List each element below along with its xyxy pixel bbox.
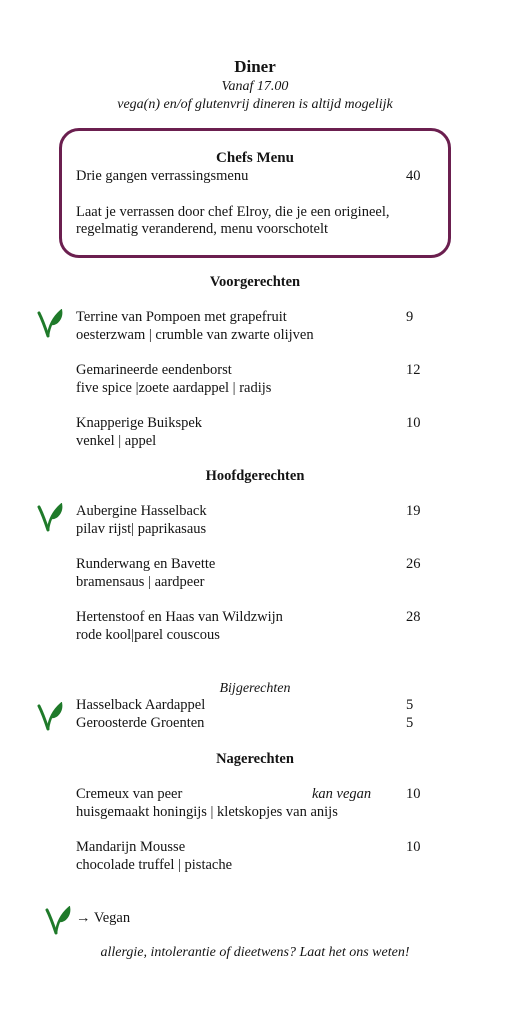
section-title-voorgerechten: Voorgerechten [209, 274, 301, 290]
dish-description: pilav rijst| paprikasaus [76, 521, 207, 537]
dish-price: 10 [406, 839, 421, 855]
dish-name: Terrine van Pompoen met grapefruit [76, 309, 287, 325]
dish-name: Runderwang en Bavette [76, 556, 216, 572]
side-dish-price: 5 [406, 715, 414, 731]
chefs-menu-description: regelmatig veranderend, menu voorschotelt [76, 221, 329, 237]
dish-description: venkel | appel [76, 433, 157, 449]
dish-name: Hertenstoof en Haas van Wildzwijn [76, 609, 283, 625]
section-title-hoofdgerechten: Hoofdgerechten [205, 468, 305, 484]
dish-price: 26 [406, 556, 421, 572]
vegan-leaf-icon [36, 309, 64, 339]
dish-description: bramensaus | aardpeer [76, 574, 205, 590]
vegan-leaf-icon [44, 906, 72, 936]
serving-time: Vanaf 17.00 [221, 79, 289, 94]
allergy-note: allergie, intolerantie of dieetwens? Laat het ons weten! [100, 945, 410, 960]
dish-price: 10 [406, 415, 421, 431]
side-dish-name: Hasselback Aardappel [76, 697, 206, 713]
chefs-menu-price: 40 [406, 168, 421, 184]
dish-description: chocolade truffel | pistache [76, 857, 233, 873]
dish-name: Cremeux van peer [76, 786, 183, 802]
dish-name: Knapperige Buikspek [76, 415, 203, 431]
chefs-menu-box [59, 128, 451, 258]
vegan-leaf-icon [36, 702, 64, 732]
vegan-legend-label: → Vegan [76, 910, 131, 926]
dish-description: rode kool|parel couscous [76, 627, 220, 643]
side-dish-price: 5 [406, 697, 414, 713]
dish-price: 12 [406, 362, 421, 378]
dish-description: five spice |zoete aardappel | radijs [76, 380, 272, 396]
dish-name: Mandarijn Mousse [76, 839, 186, 855]
diet-note: vega(n) en/of glutenvrij dineren is altijd mogelijk [117, 97, 393, 112]
dish-description: huisgemaakt honingijs | kletskopjes van anijs [76, 804, 338, 820]
dish-name: Gemarineerde eendenborst [76, 362, 232, 378]
dish-description: oesterzwam | crumble van zwarte olijven [76, 327, 314, 343]
dish-price: 19 [406, 503, 421, 519]
dish-price: 9 [406, 309, 414, 325]
dish-price: 28 [406, 609, 421, 625]
dish-name: Aubergine Hasselback [76, 503, 207, 519]
chefs-menu-description: Laat je verrassen door chef Elroy, die je een origineel, [76, 204, 390, 220]
side-dish-name: Geroosterde Groenten [76, 715, 205, 731]
dish-price: 10 [406, 786, 421, 802]
chefs-menu-title: Chefs Menu [216, 150, 294, 166]
section-title-bijgerechten: Bijgerechten [219, 681, 291, 696]
page-title: Diner [234, 57, 276, 76]
chefs-menu-item: Drie gangen verrassingsmenu [76, 168, 249, 184]
vegan-leaf-icon [36, 503, 64, 533]
vegan-option-note: kan vegan [312, 786, 372, 802]
section-title-nagerechten: Nagerechten [216, 751, 294, 767]
